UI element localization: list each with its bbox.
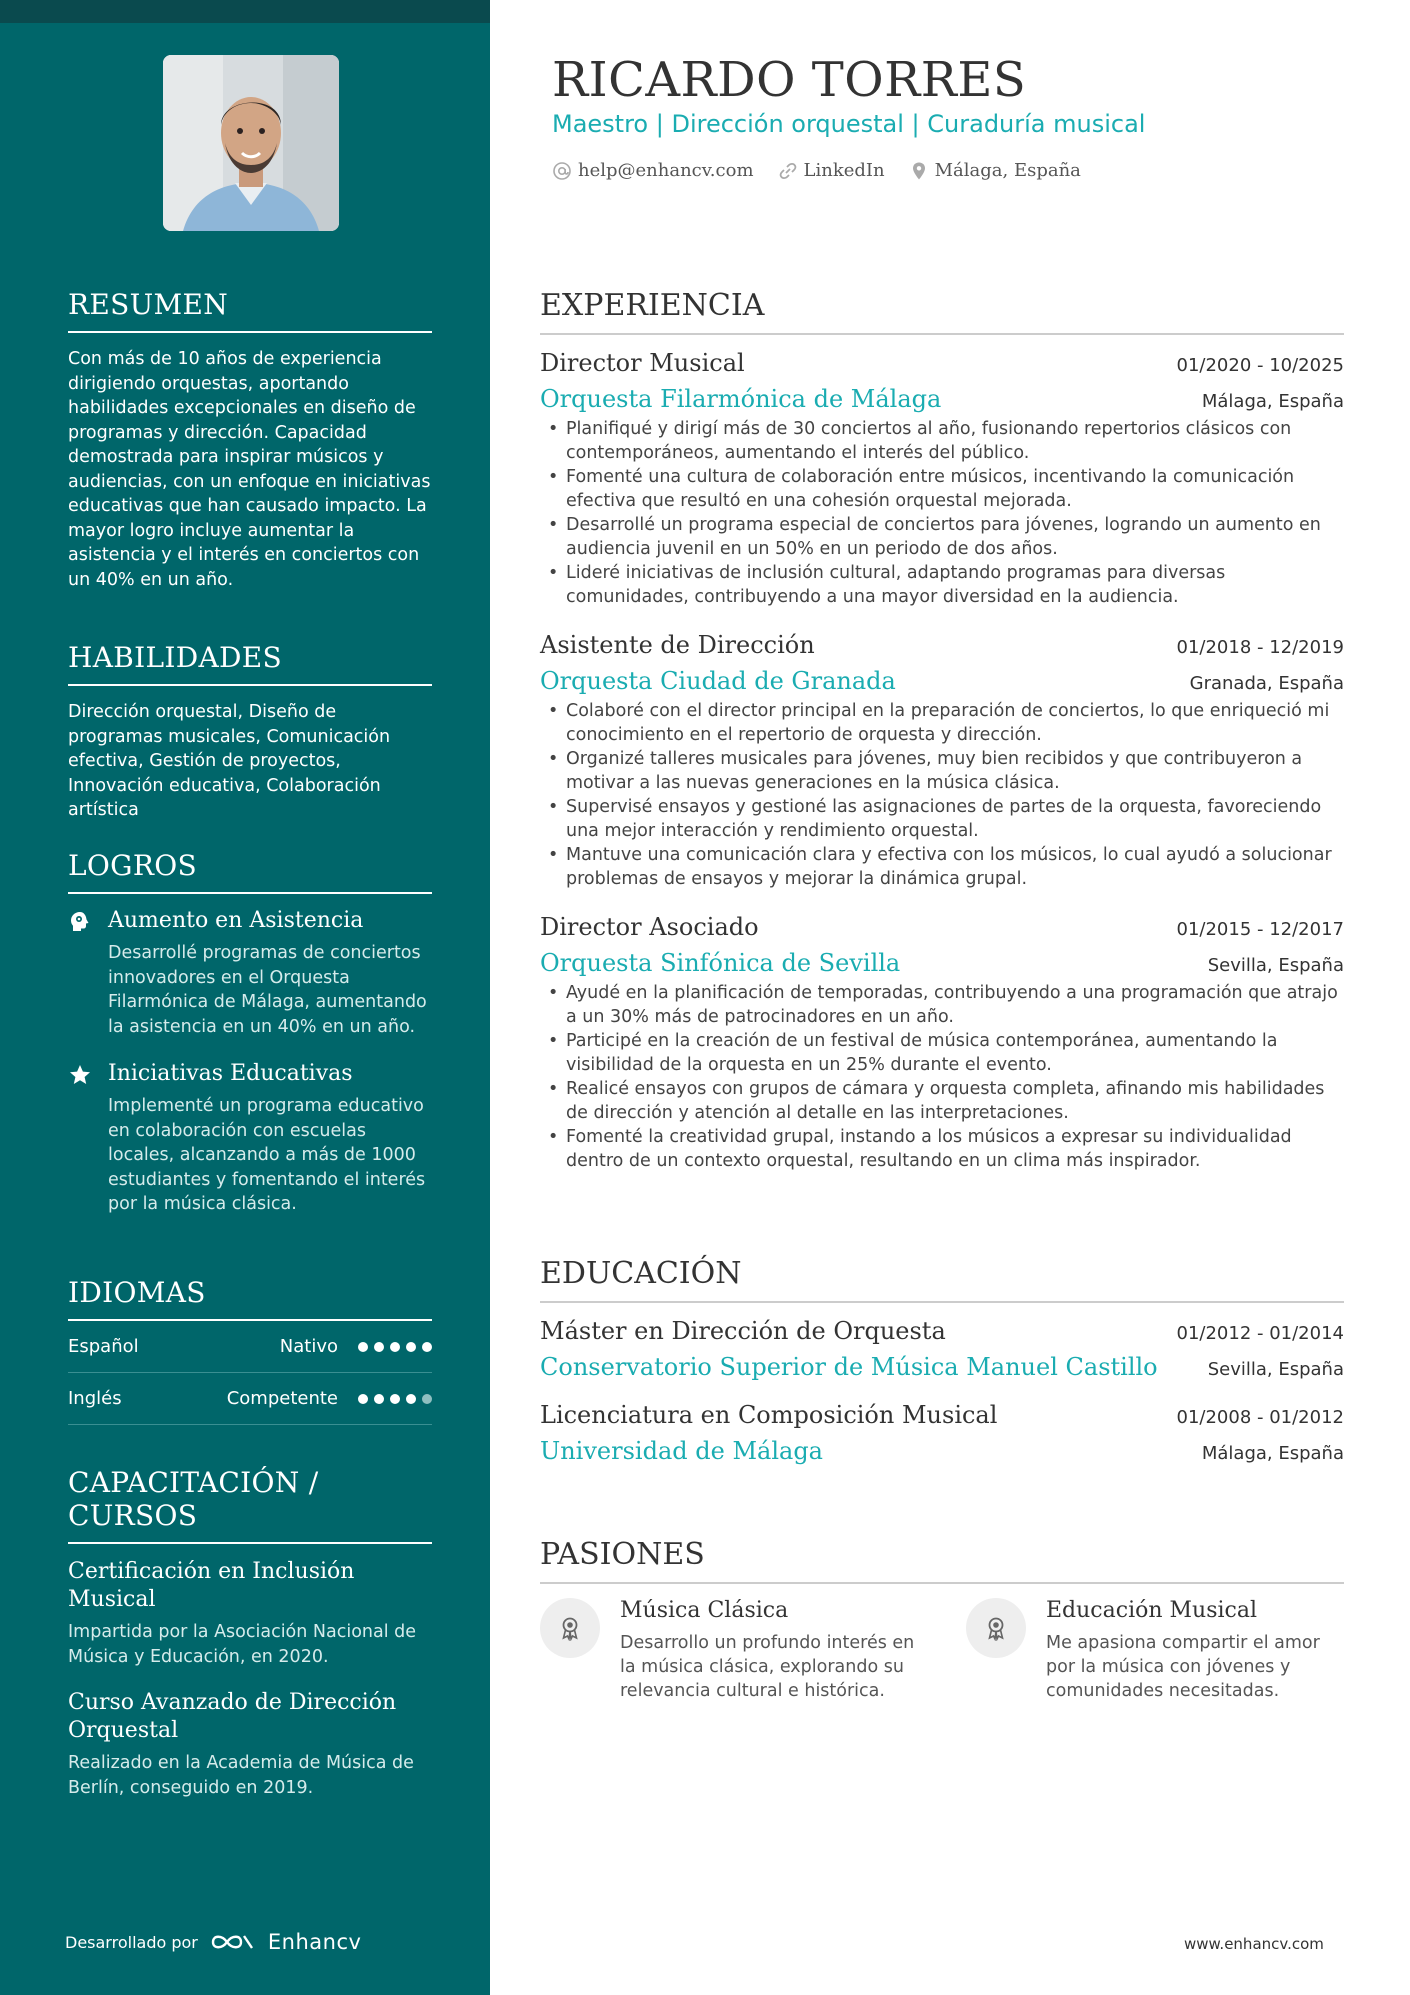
credit-brand: Enhancv [267, 1930, 362, 1954]
skills-title: HABILIDADES [68, 641, 432, 686]
passion-item [540, 1598, 918, 1703]
job-location: Granada, España [1189, 673, 1344, 694]
language-row [68, 1373, 432, 1425]
courses-section [68, 1466, 432, 1820]
job-title: Director Musical [540, 349, 745, 377]
passions-section [540, 1537, 1344, 1703]
education-title: EDUCACIÓN [540, 1256, 1344, 1303]
rating-dot [422, 1342, 432, 1352]
rating-dot [406, 1394, 416, 1404]
job-bullets [540, 417, 1344, 609]
education-school: Conservatorio Superior de Música Manuel Castillo [540, 1353, 1158, 1381]
bullet-item: • Fomenté una cultura de colaboración entre músicos, incentivando la comunicación efectiva que resultó en una cohesión orquestal mejorada. [540, 465, 1344, 513]
achievement-item [68, 1061, 432, 1217]
achievement-title: Aumento en Asistencia [108, 908, 364, 933]
job-company: Orquesta Ciudad de Granada [540, 667, 896, 695]
summary-title: RESUMEN [68, 288, 432, 333]
passion-title: Educación Musical [1046, 1598, 1258, 1623]
job-item [540, 349, 1344, 609]
bullet-item: • Organizé talleres musicales para jóvenes, muy bien recibidos y que contribuyeron a motivar a las nuevas generaciones en la música clásica. [540, 747, 1344, 795]
rating-dot [374, 1394, 384, 1404]
language-row [68, 1321, 432, 1373]
sidebar [0, 0, 490, 1995]
credit-prefix: Desarrollado por [65, 1932, 198, 1952]
rating-dot [374, 1342, 384, 1352]
bullet-item: • Participé en la creación de un festival de música contemporánea, aumentando la visibilidad de la orquesta en un 25% durante el evento. [540, 1029, 1344, 1077]
job-title: Asistente de Dirección [540, 631, 815, 659]
languages-section [68, 1276, 432, 1425]
language-rating [358, 1394, 432, 1404]
course-item [68, 1689, 432, 1800]
contact-location [909, 160, 1081, 181]
passions-title: PASIONES [540, 1537, 1344, 1584]
bullet-item: • Fomenté la creatividad grupal, instando a los músicos a expresar su individualidad dentro de un contexto orquestal, resultando en un clima más inspirador. [540, 1125, 1344, 1173]
education-location: Málaga, España [1201, 1443, 1344, 1464]
rating-dot [390, 1394, 400, 1404]
passion-desc: Desarrollo un profundo interés en la música clásica, explorando su relevancia cultural e histórica. [620, 1633, 915, 1701]
award-icon [966, 1598, 1026, 1658]
sidebar-top-bar [0, 0, 490, 23]
achievements-section [68, 849, 432, 1239]
language-name: Español [68, 1336, 139, 1357]
bullet-item: • Ayudé en la planificación de temporadas, contribuyendo a una programación que atrajo a un 30% más de patrocinadores en un año. [540, 981, 1344, 1029]
language-level: Nativo [279, 1336, 338, 1357]
language-level: Competente [226, 1388, 338, 1409]
education-date: 01/2012 - 01/2014 [1176, 1323, 1344, 1344]
course-desc: Realizado en la Academia de Música de Berlín, conseguido en 2019. [68, 1753, 414, 1798]
job-location: Sevilla, España [1207, 955, 1344, 976]
contact-list [552, 160, 1081, 181]
rating-dot [390, 1342, 400, 1352]
job-company: Orquesta Sinfónica de Sevilla [540, 949, 901, 977]
language-rating [358, 1342, 432, 1352]
job-date: 01/2015 - 12/2017 [1176, 919, 1344, 940]
achievement-desc: Desarrollé programas de conciertos innovadores en el Orquesta Filarmónica de Málaga, aumentando la asistencia en un 40% en un año. [108, 943, 427, 1037]
passion-title: Música Clásica [620, 1598, 789, 1623]
location-icon [909, 161, 929, 181]
person-name: RICARDO TORRES [552, 52, 1027, 108]
courses-title: CAPACITACIÓN / CURSOS [68, 1466, 432, 1544]
achievements-title: LOGROS [68, 849, 432, 894]
education-item [540, 1317, 1344, 1381]
award-icon [540, 1598, 600, 1658]
contact-linkedin-text: LinkedIn [803, 160, 885, 181]
contact-linkedin[interactable] [778, 160, 885, 181]
education-location: Sevilla, España [1207, 1359, 1344, 1380]
job-date: 01/2020 - 10/2025 [1176, 355, 1344, 376]
job-location: Málaga, España [1201, 391, 1344, 412]
website-link[interactable]: www.enhancv.com [1184, 1935, 1324, 1953]
bullet-item: • Lideré iniciativas de inclusión cultural, adaptando programas para diversas comunidades, contribuyendo a una mayor diversidad en la audiencia. [540, 561, 1344, 609]
rating-dot [406, 1342, 416, 1352]
achievement-item [68, 908, 432, 1039]
job-company: Orquesta Filarmónica de Málaga [540, 385, 942, 413]
bullet-item: • Colaboré con el director principal en la preparación de conciertos, lo que enriqueció mi conocimiento en el repertorio de orquesta y dirección. [540, 699, 1344, 747]
rating-dot [358, 1342, 368, 1352]
summary-text: Con más de 10 años de experiencia dirigiendo orquestas, aportando habilidades excepcionales en diseño de programas y dirección. Capacidad demostrada para inspirar músicos y audiencias, con un enfoque en iniciativas educativas que han causado impacto. La mayor logro incluye aumentar la asistencia y el interés en conciertos con un 40% en un año. [68, 349, 431, 590]
achievement-desc: Implementé un programa educativo en colaboración con escuelas locales, alcanzando a más de 1000 estudiantes y fomentando el interés por la música clásica. [108, 1096, 426, 1214]
profile-photo [163, 55, 339, 231]
credit [65, 1930, 361, 1954]
course-title: Curso Avanzado de Dirección Orquestal [68, 1690, 397, 1743]
education-date: 01/2008 - 01/2012 [1176, 1407, 1344, 1428]
summary-section [68, 288, 432, 592]
enhancv-logo-icon [210, 1930, 256, 1954]
achievement-title: Iniciativas Educativas [108, 1061, 353, 1086]
languages-title: IDIOMAS [68, 1276, 432, 1321]
at-icon [552, 161, 572, 181]
course-desc: Impartida por la Asociación Nacional de Música y Educación, en 2020. [68, 1622, 417, 1667]
language-name: Inglés [68, 1388, 122, 1409]
link-icon [778, 161, 798, 181]
job-item [540, 631, 1344, 891]
bullet-item: • Desarrollé un programa especial de conciertos para jóvenes, logrando un aumento en audiencia juvenil en un 50% en un periodo de dos años. [540, 513, 1344, 561]
education-degree: Máster en Dirección de Orquesta [540, 1317, 946, 1345]
skills-text: Dirección orquestal, Diseño de programas musicales, Comunicación efectiva, Gestión de proyectos, Innovación educativa, Colaboración artística [68, 702, 391, 820]
bullet-item: • Planifiqué y dirigí más de 30 conciertos al año, fusionando repertorios clásicos con contemporáneos, aumentando el interés del público. [540, 417, 1344, 465]
education-school: Universidad de Málaga [540, 1437, 823, 1465]
contact-email-text: help@enhancv.com [578, 160, 754, 181]
job-title: Director Asociado [540, 913, 759, 941]
contact-email[interactable] [552, 160, 754, 181]
education-section [540, 1256, 1344, 1485]
bullet-item: • Supervisé ensayos y gestioné las asignaciones de partes de la orquesta, favoreciendo una mejor interacción y rendimiento orquestal. [540, 795, 1344, 843]
course-item [68, 1558, 432, 1669]
experience-section [540, 288, 1344, 1195]
bullet-item: • Realicé ensayos con grupos de cámara y orquesta completa, afinando mis habilidades de dirección y atención al detalle en las interpretaciones. [540, 1077, 1344, 1125]
job-bullets [540, 699, 1344, 891]
contact-location-text: Málaga, España [934, 160, 1081, 181]
passion-item [966, 1598, 1344, 1703]
job-date: 01/2018 - 12/2019 [1176, 637, 1344, 658]
education-item [540, 1401, 1344, 1465]
rating-dot [422, 1394, 432, 1404]
experience-title: EXPERIENCIA [540, 288, 1344, 335]
course-title: Certificación en Inclusión Musical [68, 1559, 355, 1612]
education-degree: Licenciatura en Composición Musical [540, 1401, 998, 1429]
job-item [540, 913, 1344, 1173]
job-bullets [540, 981, 1344, 1173]
headline: Maestro | Dirección orquestal | Curaduría musical [552, 110, 1146, 138]
skills-section [68, 641, 432, 823]
star-icon [68, 1063, 92, 1087]
bullet-item: • Mantuve una comunicación clara y efectiva con los músicos, lo cual ayudó a solucionar problemas de ensayos y mejorar la dinámica grupal. [540, 843, 1344, 891]
rating-dot [358, 1394, 368, 1404]
passion-desc: Me apasiona compartir el amor por la música con jóvenes y comunidades necesitadas. [1046, 1633, 1320, 1701]
head-icon [68, 910, 92, 934]
